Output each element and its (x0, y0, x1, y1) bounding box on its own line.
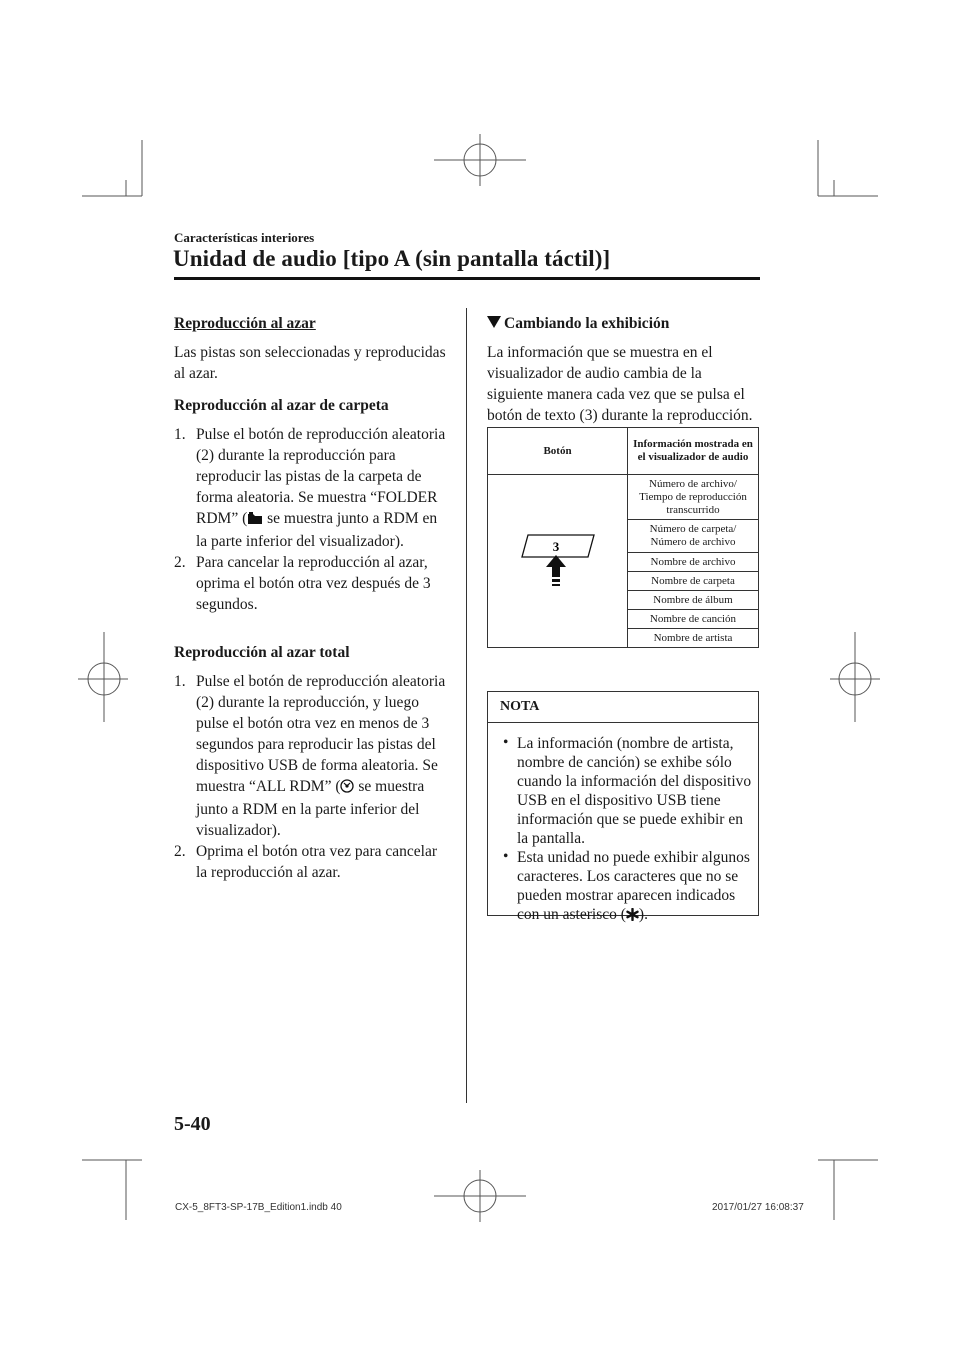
folder-icon (247, 510, 263, 531)
folder-steps (174, 424, 452, 615)
list-item (174, 424, 452, 552)
left-column (174, 313, 452, 883)
display-heading-text: Cambiando la exhibición (504, 315, 670, 332)
page-title: Unidad de audio [tipo A (sin pantalla táctil)] (173, 246, 611, 271)
footer-timestamp: 2017/01/27 16:08:37 (712, 1202, 804, 1213)
step-text: Para cancelar la reproducción al azar, oprima el botón otra vez después de 3 segundos. (196, 554, 431, 613)
registration-mark-icon (434, 134, 526, 186)
note-text: Esta unidad no puede exhibir algunos caracteres. Los caracteres que no se pueden mostrar aparecen indicados con un asterisco ( (517, 849, 750, 923)
button-illustration-cell (488, 475, 628, 648)
table-cell: Nombre de artista (628, 629, 759, 648)
column-divider (466, 308, 467, 1103)
table-row (488, 475, 759, 520)
title-rule (174, 277, 760, 280)
note-box (487, 691, 759, 923)
step-number: 1. (174, 673, 186, 690)
bullet: • (503, 734, 509, 751)
press-arrow-icon (546, 555, 566, 586)
table-cell: Nombre de álbum (628, 591, 759, 610)
button-number: 3 (552, 539, 559, 554)
total-steps (174, 671, 452, 883)
section-label: Características interiores (174, 230, 315, 245)
text-button-illustration (518, 529, 598, 589)
registration-mark-icon (434, 1170, 526, 1222)
table-cell: Nombre de archivo (628, 553, 759, 572)
step-text: Pulse el botón de reproducción aleatoria (2) durante la reproducción, y luego pulse el botón otra vez en menos de 3 segundos para reproducir las pistas del dispositivo USB de forma aleatoria. Se muestra “ALL RDM” ( (196, 673, 446, 795)
display-heading (487, 313, 759, 334)
total-heading: Reproducción al azar total (174, 644, 350, 661)
list-item (174, 552, 452, 615)
step-text: Oprima el botón otra vez para cancelar la reproducción al azar. (196, 843, 437, 881)
step-number: 1. (174, 426, 186, 443)
display-intro: La información que se muestra en el visualizador de audio cambia de la siguiente manera cada vez que se pulsa el botón de texto (3) durante la reproducción. (487, 344, 753, 424)
list-item (503, 848, 755, 926)
step-number: 2. (174, 843, 186, 860)
step-text: Pulse el botón de reproducción aleatoria (2) durante la reproducción para reproducir las pistas de la carpeta de forma aleatoria. Se muestra “FOLDER RDM” ( (196, 426, 446, 527)
triangle-bullet-icon (487, 316, 501, 328)
page-number: 5-40 (174, 1113, 211, 1135)
folder-heading: Reproducción al azar de carpeta (174, 397, 389, 414)
right-column (487, 313, 759, 426)
step-number: 2. (174, 554, 186, 571)
table-header-cell: Botón (488, 428, 628, 475)
list-item (503, 734, 755, 848)
table-header-cell: Información mostrada en el visualizador de audio (628, 428, 759, 475)
table-cell: Número de carpeta/ Número de archivo (628, 520, 759, 553)
table-cell: Nombre de canción (628, 610, 759, 629)
asterisk-icon (626, 907, 639, 926)
note-text: ). (638, 906, 648, 923)
note-title: NOTA (488, 692, 758, 723)
note-body (503, 734, 755, 926)
registration-mark-icon (78, 632, 128, 722)
table-cell: Nombre de carpeta (628, 572, 759, 591)
step-text: se muestra junto a RDM en la parte inferior del visualizador). (196, 778, 425, 839)
footer-file: CX-5_8FT3-SP-17B_Edition1.indb 40 (175, 1202, 342, 1213)
table-cell: Número de archivo/ Tiempo de reproducción transcurrido (628, 475, 759, 520)
display-info-table (487, 427, 759, 648)
step-text: se muestra junto a RDM en la parte inferior del visualizador). (196, 510, 438, 550)
note-text: La información (nombre de artista, nombre de canción) se exhibe sólo cuando la información del dispositivo USB en el dispositivo USB tiene información que se puede exhibir en la pantalla. (517, 735, 752, 847)
disc-icon (340, 778, 354, 799)
list-item (174, 841, 452, 883)
list-item (174, 671, 452, 841)
bullet: • (503, 848, 509, 865)
table-header-row (488, 428, 759, 475)
random-heading: Reproducción al azar (174, 315, 316, 332)
registration-mark-icon (830, 632, 880, 722)
random-intro: Las pistas son seleccionadas y reproducidas al azar. (174, 344, 446, 382)
